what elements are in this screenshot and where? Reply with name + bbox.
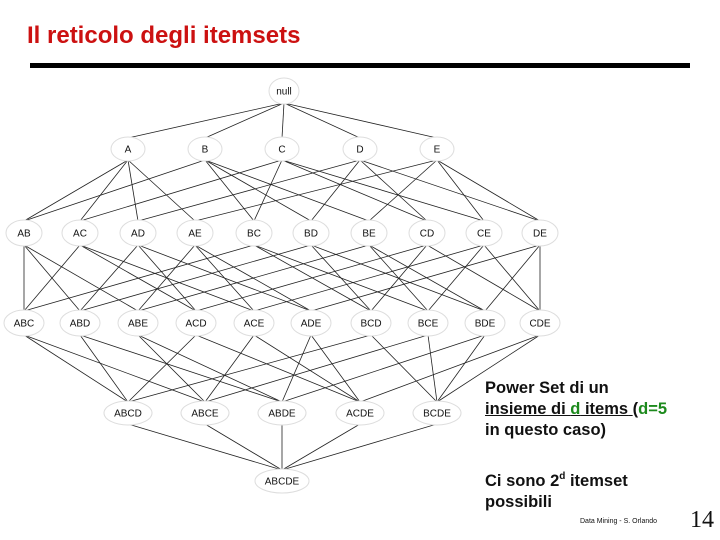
itemset-node-ade — [291, 310, 331, 336]
itemset-node-ad — [120, 220, 156, 246]
lattice-edge — [138, 245, 369, 311]
d-variable: d — [570, 400, 581, 418]
itemset-node-label: AD — [131, 228, 145, 240]
itemset-node-null — [269, 78, 299, 104]
itemset-node-label: CD — [419, 228, 435, 240]
lattice-edge — [311, 160, 360, 221]
lattice-edge — [437, 335, 485, 402]
itemset-node-label: BC — [247, 228, 261, 240]
lattice-edge — [282, 160, 484, 221]
itemset-node-label: A — [124, 144, 132, 156]
lattice-edge — [282, 424, 360, 470]
itemset-node-label: ABCDE — [264, 476, 300, 488]
itemset-node-abc — [4, 310, 44, 336]
lattice-edge — [369, 245, 485, 311]
d-equals-value: d=5 — [638, 400, 668, 418]
lattice-edge — [427, 245, 540, 311]
lattice-edge — [284, 103, 360, 138]
lattice-edge — [311, 245, 540, 311]
itemset-node-bcd — [351, 310, 391, 336]
lattice-edge — [80, 335, 282, 402]
itemset-node-label: ACDE — [346, 408, 374, 420]
lattice-edge — [80, 245, 138, 311]
itemset-node-be — [351, 220, 387, 246]
itemset-node-bd — [293, 220, 329, 246]
slide-title: Il reticolo degli itemsets — [27, 22, 301, 49]
lattice-edge — [195, 160, 437, 221]
itemset-node-de — [522, 220, 558, 246]
itemset-node-bde — [465, 310, 505, 336]
lattice-edge — [205, 335, 254, 402]
itemset-node-abe — [118, 310, 158, 336]
lattice-edge — [80, 245, 311, 311]
itemset-node-label: ABCD — [114, 408, 142, 420]
itemset-node-ab — [6, 220, 42, 246]
itemset-node-label: CDE — [529, 318, 551, 330]
itemset-node-label: ACE — [243, 318, 265, 330]
lattice-edge — [138, 335, 282, 402]
itemset-node-label: ABE — [127, 318, 149, 330]
lattice-edge — [360, 160, 540, 221]
lattice-edge — [282, 335, 485, 402]
itemset-node-abcd — [104, 401, 152, 425]
itemset-node-cd — [409, 220, 445, 246]
itemset-node-label: ACD — [185, 318, 207, 330]
description-line-3: in questo caso) — [485, 421, 607, 439]
lattice-edge — [282, 160, 427, 221]
itemset-node-label: E — [433, 144, 441, 156]
itemset-node-label: DE — [533, 228, 547, 240]
itemset-node-label: BCD — [360, 318, 382, 330]
itemset-node-ac — [62, 220, 98, 246]
lattice-edge — [205, 335, 428, 402]
lattice-edge — [282, 424, 437, 470]
lattice-edge — [24, 245, 138, 311]
itemset-node-d — [343, 137, 377, 161]
lattice-edge — [80, 160, 282, 221]
lattice-edge — [24, 160, 205, 221]
itemset-node-label: BCE — [417, 318, 439, 330]
itemset-node-label: BE — [362, 228, 376, 240]
itemset-node-label: BD — [304, 228, 318, 240]
itemset-node-label: ABDE — [268, 408, 296, 420]
itemset-node-label: ADE — [300, 318, 322, 330]
itemset-node-acde — [336, 401, 384, 425]
lattice-edge — [428, 335, 437, 402]
itemset-node-abcde — [255, 469, 309, 493]
itemset-node-bc — [236, 220, 272, 246]
lattice-edge — [138, 335, 205, 402]
itemset-node-label: null — [276, 86, 292, 98]
description-line-1: Power Set di un — [485, 379, 609, 397]
power-exponent: d — [559, 471, 566, 482]
lattice-edge — [24, 160, 128, 221]
lattice-edge — [311, 245, 371, 311]
footer-credit: Data Mining - S. Orlando — [580, 518, 658, 525]
itemset-node-label: D — [356, 144, 364, 156]
lattice-edge — [428, 245, 484, 311]
itemset-node-a — [111, 137, 145, 161]
lattice-edge — [196, 245, 427, 311]
itemset-node-bce — [408, 310, 448, 336]
lattice-edge — [24, 335, 205, 402]
itemset-node-ace — [234, 310, 274, 336]
page-number: 14 — [690, 507, 714, 533]
lattice-edge — [284, 103, 437, 138]
power-set-description: Power Set di un insieme di d items (d=5 in questo caso) — [485, 379, 668, 439]
lattice-edge — [80, 160, 128, 221]
lattice-edge — [254, 245, 484, 311]
lattice-edge — [128, 424, 282, 470]
itemset-node-label: BCDE — [423, 408, 451, 420]
itemset-node-label: ABC — [13, 318, 35, 330]
itemset-node-label: AB — [17, 228, 31, 240]
itemset-node-label: BDE — [474, 318, 496, 330]
itemset-node-cde — [520, 310, 560, 336]
itemset-node-label: AE — [188, 228, 202, 240]
itemset-node-b — [188, 137, 222, 161]
lattice-edge — [437, 160, 484, 221]
itemset-node-c — [265, 137, 299, 161]
itemset-count-note: Ci sono 2$^d$ itemset possibili — [485, 471, 628, 511]
itemset-node-abde — [258, 401, 306, 425]
itemset-node-ce — [466, 220, 502, 246]
lattice-edge — [282, 103, 284, 138]
itemset-node-bcde — [413, 401, 461, 425]
lattice-edge — [138, 160, 360, 221]
itemset-node-label: ABCE — [191, 408, 219, 420]
lattice-edge — [371, 335, 437, 402]
itemset-node-acd — [176, 310, 216, 336]
itemset-node-label: CE — [477, 228, 491, 240]
lattice-edge — [371, 245, 427, 311]
itemset-node-label: B — [201, 144, 209, 156]
lattice-edge — [360, 160, 427, 221]
lattice-edge — [24, 335, 128, 402]
description-line-2-underlined: insieme di d items — [485, 400, 629, 418]
lattice-edge — [128, 103, 284, 138]
itemset-node-abd — [60, 310, 100, 336]
itemset-node-label: AC — [73, 228, 87, 240]
lattice-edge — [205, 103, 284, 138]
lattice-edge — [128, 335, 196, 402]
lattice-edge — [80, 335, 128, 402]
lattice-edge — [24, 245, 254, 311]
lattice-edge — [369, 160, 437, 221]
lattice-edge — [205, 424, 282, 470]
itemset-node-label: C — [278, 144, 286, 156]
itemset-node-e — [420, 137, 454, 161]
lattice-edge — [195, 245, 254, 311]
itemset-node-label: ABD — [69, 318, 91, 330]
itemset-node-ae — [177, 220, 213, 246]
itemset-node-abce — [181, 401, 229, 425]
lattice-edge — [128, 160, 138, 221]
lattice-edge — [128, 160, 195, 221]
power-base: 2 — [550, 472, 560, 490]
